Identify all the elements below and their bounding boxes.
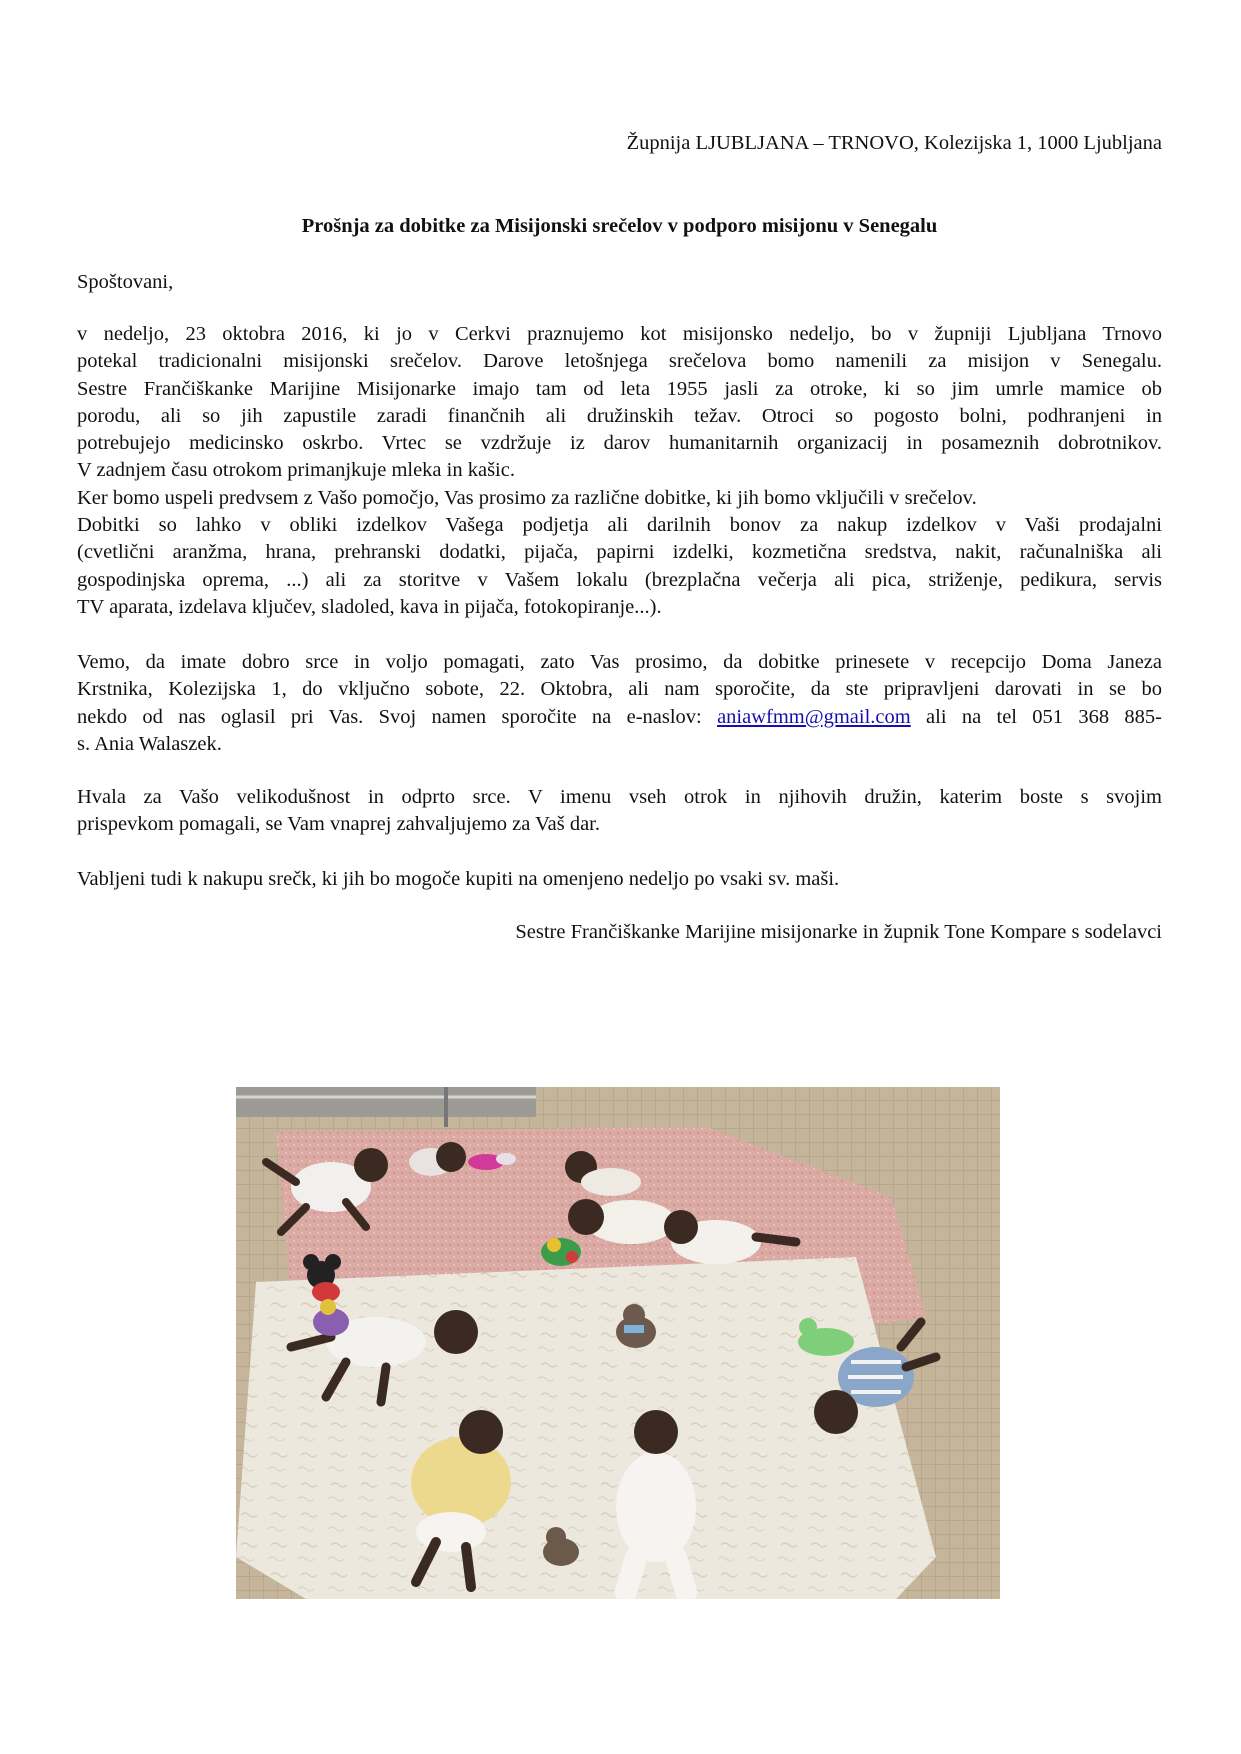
paragraph-line: Vemo, da imate dobro srce in voljo pomagati, zato Vas prosimo, da dobitke prinesete v recepcijo Doma Janeza — [77, 651, 1162, 673]
paragraph-line: TV aparata, izdelava ključev, sladoled, kava in pijača, fotokopiranje...). — [77, 595, 662, 618]
paragraph-line: (cvetlični aranžma, hrana, prehranski dodatki, pijača, papirni izdelki, kozmetična sredstva, nakit, računalniška ali — [77, 541, 1162, 564]
letter-title: Prošnja za dobitke za Misijonski srečelov v podporo misijonu v Senegalu — [301, 215, 938, 237]
paragraph-line: Ker bomo uspeli predvsem z Vašo pomočjo, Vas prosimo za različne dobitke, ki jih bomo vključili v srečelov. — [77, 486, 977, 509]
paragraph-line: Vabljeni tudi k nakupu srečk, ki jih bo mogoče kupiti na omenjeno nedeljo po vsaki sv. maši. — [77, 868, 840, 890]
parish-address: Župnija LJUBLJANA – TRNOVO, Kolezijska 1, 1000 Ljubljana — [626, 132, 1162, 154]
cot-frame — [236, 1087, 536, 1117]
nursery-photo — [236, 1087, 1000, 1599]
paragraph-line: gospodinjska oprema, ...) ali za storitve v Vašem lokalu (brezplačna večerja ali pica, striženje, pedikura, servis — [77, 568, 1162, 591]
paragraph-line: s. Ania Walaszek. — [77, 732, 222, 755]
paragraph-line: Hvala za Vašo velikodušnost in odprto srce. V imenu vseh otrok in njihovih družin, katerim boste s svojim — [77, 786, 1162, 808]
paragraph-thanks — [77, 784, 1162, 839]
paragraph-line: prispevkom pomagali, se Vam vnaprej zahvaljujemo za Vaš dar. — [77, 813, 600, 836]
toy — [541, 1238, 581, 1266]
paragraph-line-contact — [77, 704, 1162, 731]
contact-text: nekdo od nas oglasil pri Vas. Svoj namen sporočite na e-naslov: — [77, 705, 718, 728]
paragraph-line: Sestre Frančiškanke Marijine Misijonarke imajo tam od leta 1955 jasli za otroke, ki so jim umrle mamice ob — [77, 377, 1162, 400]
paragraph-line: potekal tradicionalni misijonski srečelov. Darove letošnjega srečelova bomo namenili za misijon v Senegalu. — [77, 350, 1162, 373]
email-link[interactable]: aniawfmm@gmail.com — [717, 705, 911, 728]
paragraph-line: potrebujejo medicinsko oskrbo. Vrtec se vzdržuje iz darov humanitarnih organizacij in posameznih dobrotnikov. — [77, 432, 1162, 455]
paragraph-request — [77, 321, 1162, 621]
paragraph-invitation — [77, 866, 1162, 893]
paragraph-line: porodu, ali so jih zapustile zaradi finančnih ali družinskih težav. Otroci so pogosto bolni, podhranjeni in — [77, 404, 1162, 427]
paragraph-delivery — [77, 649, 1162, 758]
paragraph-line: Krstnika, Kolezijska 1, do vključno sobote, 22. Oktobra, ali nam sporočite, da ste pripravljeni darovati in se bo — [77, 678, 1162, 701]
phone-text: ali na tel 051 368 885- — [910, 705, 1163, 728]
paragraph-line: v nedeljo, 23 oktobra 2016, ki jo v Cerkvi praznujemo kot misijonsko nedeljo, bo v župniji Ljubljana Trnovo — [77, 323, 1162, 345]
paragraph-line: Dobitki so lahko v obliki izdelkov Vašega podjetja ali darilnih bonov za nakup izdelkov v Vaši prodajalni — [77, 514, 1162, 537]
signature: Sestre Frančiškanke Marijine misijonarke in župnik Tone Kompare s sodelavci — [515, 921, 1162, 943]
paragraph-line: V zadnjem času otrokom primanjkuje mleka in kašic. — [77, 459, 515, 482]
greeting: Spoštovani, — [77, 271, 174, 293]
